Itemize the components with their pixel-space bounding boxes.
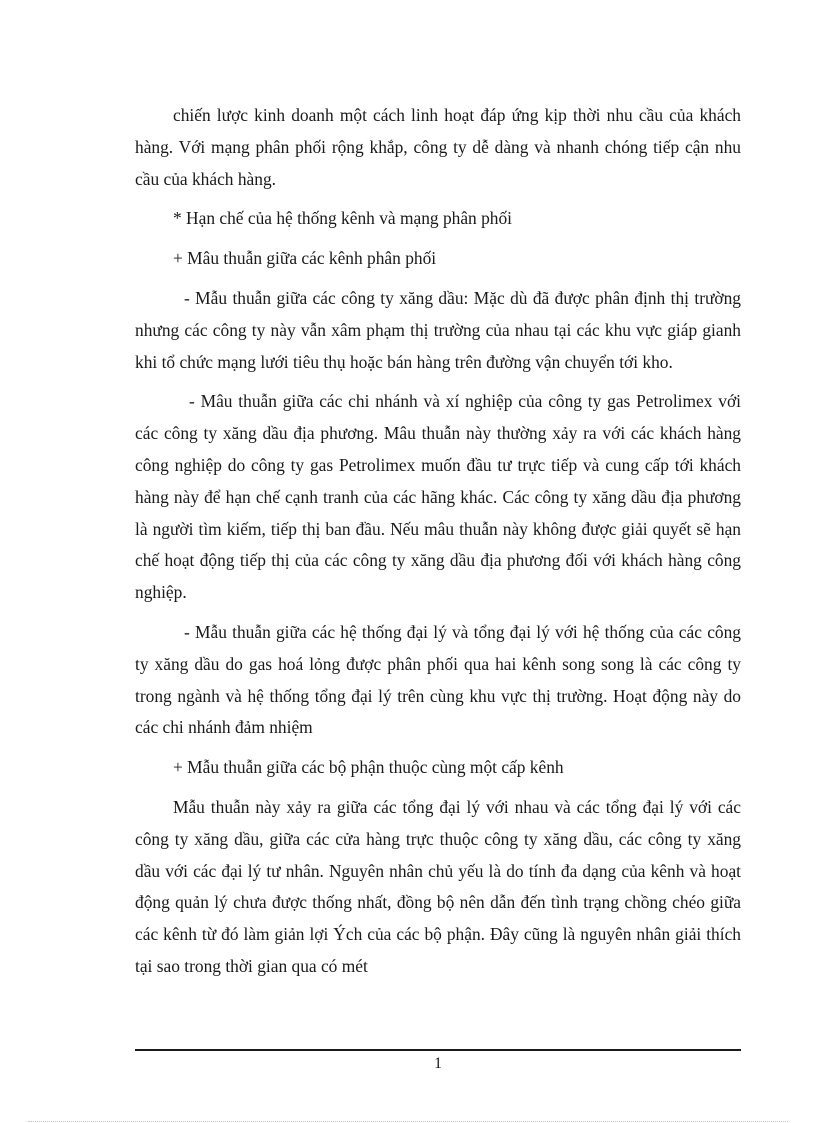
subheading-channel-conflict: + Mâu thuẫn giữa các kênh phân phối xyxy=(173,248,437,269)
document-body xyxy=(135,100,741,983)
paragraph-conflict-agents: - Mẫu thuẫn giữa các hệ thống đại lý và tổng đại lý với hệ thống của các công ty xăng dầu do gas hoá lỏng được phân phối qua hai kênh song song là các công ty trong ngành và hệ thống tổng đại lý trên cùng khu vực thị trường. Hoạt động này do các chi nhánh đảm nhiệm xyxy=(135,621,741,738)
section-heading-limitations: * Hạn chế của hệ thống kênh và mạng phân phối xyxy=(173,208,513,229)
subheading-same-level-conflict: + Mẫu thuẫn giữa các bộ phận thuộc cùng một cấp kênh xyxy=(173,757,564,778)
paragraph-same-level-details: Mẫu thuẫn này xảy ra giữa các tổng đại lý với nhau và các tổng đại lý với các công ty xăng dầu, giữa các cửa hàng trực thuộc công ty xăng dầu, các công ty xăng dầu với các đại lý tư nhân. Nguyên nhân chủ yếu là do tính đa dạng của kênh và hoạt động quản lý chưa được thống nhất, đồng bộ nên dẫn đến tình trạng chồng chéo giữa các kênh từ đó làm giản lợi Ých của các bộ phận. Đây cũng là nguyên nhân giải thích tại sao trong thời gian qua có mét xyxy=(135,796,741,976)
paragraph-conflict-companies: - Mẫu thuẫn giữa các công ty xăng dầu: Mặc dù đã được phân định thị trường nhưng các công ty này vẫn xâm phạm thị trường của nhau tại các khu vực giáp gianh khi tổ chức mạng lưới tiêu thụ hoặc bán hàng trên đường vận chuyển tới kho. xyxy=(135,287,741,372)
paragraph-conflict-branches: - Mâu thuẫn giữa các chi nhánh và xí nghiệp của công ty gas Petrolimex với các công ty xăng dầu địa phương. Mâu thuẫn này thường xảy ra với các khách hàng công nghiệp do công ty gas Petrolimex muốn đầu tư trực tiếp và cung cấp tới khách hàng này để hạn chế cạnh tranh của các hãng khác. Các công ty xăng dầu địa phương là người tìm kiếm, tiếp thị ban đầu. Nếu mâu thuẫn này không được giải quyết sẽ hạn chế hoạt động tiếp thị của các công ty xăng dầu địa phương đối với khách hàng công nghiệp. xyxy=(135,391,741,603)
page-number: 1 xyxy=(434,1055,442,1072)
page-bottom-border xyxy=(28,1121,788,1122)
paragraph-intro: chiến lược kinh doanh một cách linh hoạt đáp ứng kịp thời nhu cầu của khách hàng. Với mạng phân phối rộng khắp, công ty dễ dàng và nhanh chóng tiếp cận nhu cầu của khách hàng. xyxy=(135,105,741,189)
footer-rule xyxy=(135,1049,741,1051)
